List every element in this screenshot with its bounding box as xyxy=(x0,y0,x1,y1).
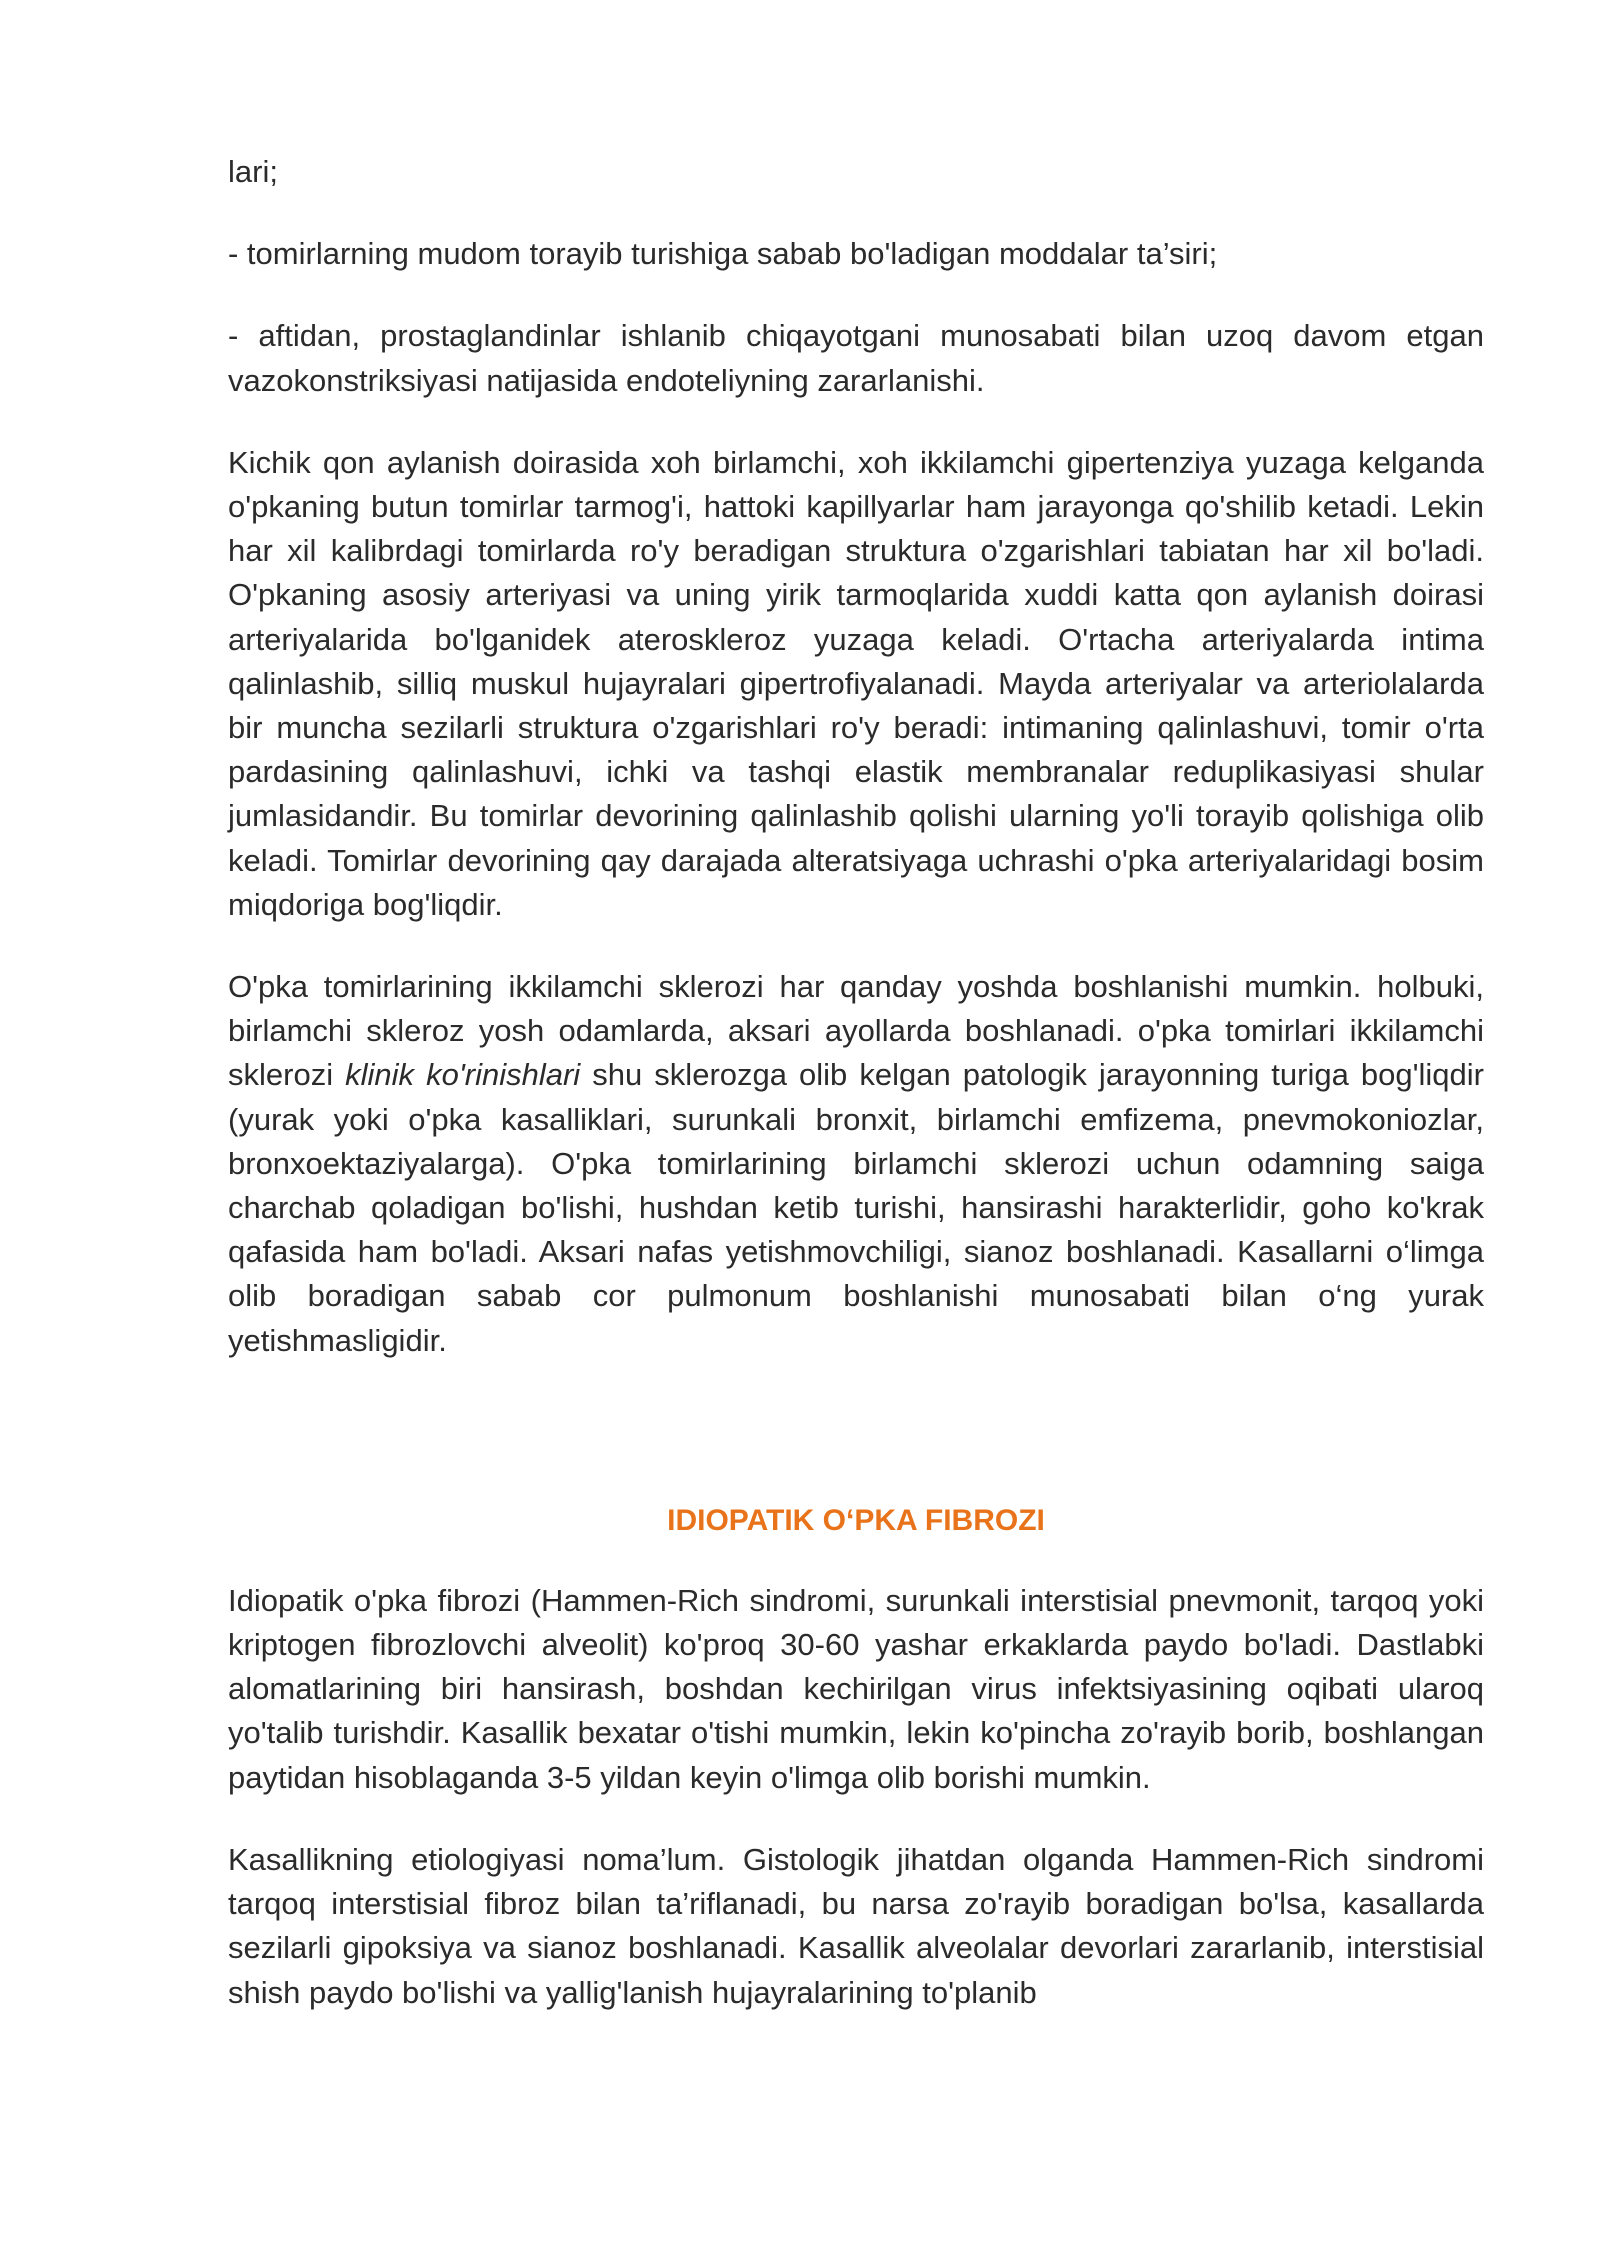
list-item-vasoconstrictor-substances: - tomirlarning mudom torayib turishiga sabab bo'ladigan moddalar ta’siri; xyxy=(228,236,1218,272)
paragraph-etiology: Kasallikning etiologiyasi noma’lum. Gistologik jihatdan olganda Hammen-Rich sindromi tarqoq interstisial fibroz bilan ta’riflanadi, bu narsa zo'rayib boradigan bo'lsa, kasallarda sezilarli gipoksiya va sianoz boshlanadi. Kasallik alveolalar devorlari zararlanib, interstisial shish paydo bo'lishi va yallig'lanish hujayralarining to'planib xyxy=(228,1841,1484,2010)
italic-term: klinik ko'rinishlari xyxy=(345,1057,581,1093)
paragraph-pulmonary-hypertension: Kichik qon aylanish doirasida xoh birlamchi, xoh ikkilamchi gipertenziya yuzaga kelganda o'pkaning butun tomirlar tarmog'i, hattoki kapillyarlar ham jarayonga qo'shilib ketadi. Lekin har xil kalibrdagi tomirlarda ro'y beradigan struktura o'zgarishlari tabiatan har xil bo'ladi. O'pkaning asosiy arteriyasi va uning yirik tarmoqlarida xuddi katta qon aylanish doirasi arteriyalarida bo'lganidek ateroskleroz yuzaga keladi. O'rtacha arteriyalarda intima qalinlashib, silliq muskul hujayralari gipertrofiyalanadi. Mayda arteriyalar va arteriolalarda bir muncha sezilarli struktura o'zgarishlari ro'y beradi: intimaning qalinlashuvi, tomir o'rta pardasining qalinlashuvi, ichki va tashqi elastik membranalar reduplikasiyasi shular jumlasidandir. Bu tomirlar devorining qalinlashib qolishi ularning yo'li torayib qolishiga olib keladi. Tomirlar devorining qay darajada alteratsiyaga uchrashi o'pka arteriyalaridagi bosim miqdoriga bog'liqdir. xyxy=(228,444,1484,922)
paragraph-continuation: lari; xyxy=(228,154,278,189)
section-heading: IDIOPATIK O‘PKA FIBROZI xyxy=(667,1503,1045,1537)
paragraph-text: shu sklerozga olib kelgan patologik jarayonning turiga bog'liqdir (yurak yoki o'pka kasalliklari, surunkali bronxit, birlamchi emfizema, pnevmokoniozlar, bronxoektaziyalarga). O'pka tomirlarining birlamchi sklerozi uchun odamning saiga charchab qoladigan bo'lishi, hushdan ketib turishi, hansirashi harakterlidir, goho ko'krak qafasida ham bo'ladi. Aksari nafas yetishmovchiligi, sianoz boshlanadi. Kasallarni o‘limga olib boradigan sabab cor pulmonum boshlanishi munosabati bilan o‘ng yurak yetishmasligidir. xyxy=(228,1057,1484,1358)
paragraph-text: O'pka tomirlarining ikkilamchi sklerozi har qanday yoshda boshlanishi mumkin. holbuki, birlamchi skleroz yosh odamlarda, aksari ayollarda boshlanadi. o'pka tomirlari ikkilamchi sklerozi xyxy=(228,969,1484,1093)
paragraph-pulmonary-sclerosis xyxy=(228,965,1484,1363)
list-item-endothelium-damage: - aftidan, prostaglandinlar ishlanib chiqayotgani munosabati bilan uzoq davom etgan vazokonstriksiyasi natijasida endoteliyning zararlanishi. xyxy=(228,318,1484,398)
document-page xyxy=(228,150,1484,2053)
paragraph-idiopathic-fibrosis: Idiopatik o'pka fibrozi (Hammen-Rich sindromi, surunkali interstisial pnevmonit, tarqoq yoki kriptogen fibrozlovchi alveolit) ko'proq 30-60 yashar erkaklarda paydo bo'ladi. Dastlabki alomatlarining biri hansirash, boshdan kechirilgan virus infektsiyasining oqibati ularoq yo'talib turishdir. Kasallik bexatar o'tishi mumkin, lekin ko'pincha zo'rayib borib, boshlangan paytidan hisoblaganda 3-5 yildan keyin o'limga olib borishi mumkin. xyxy=(228,1582,1484,1795)
section-spacer xyxy=(228,1401,1484,1501)
